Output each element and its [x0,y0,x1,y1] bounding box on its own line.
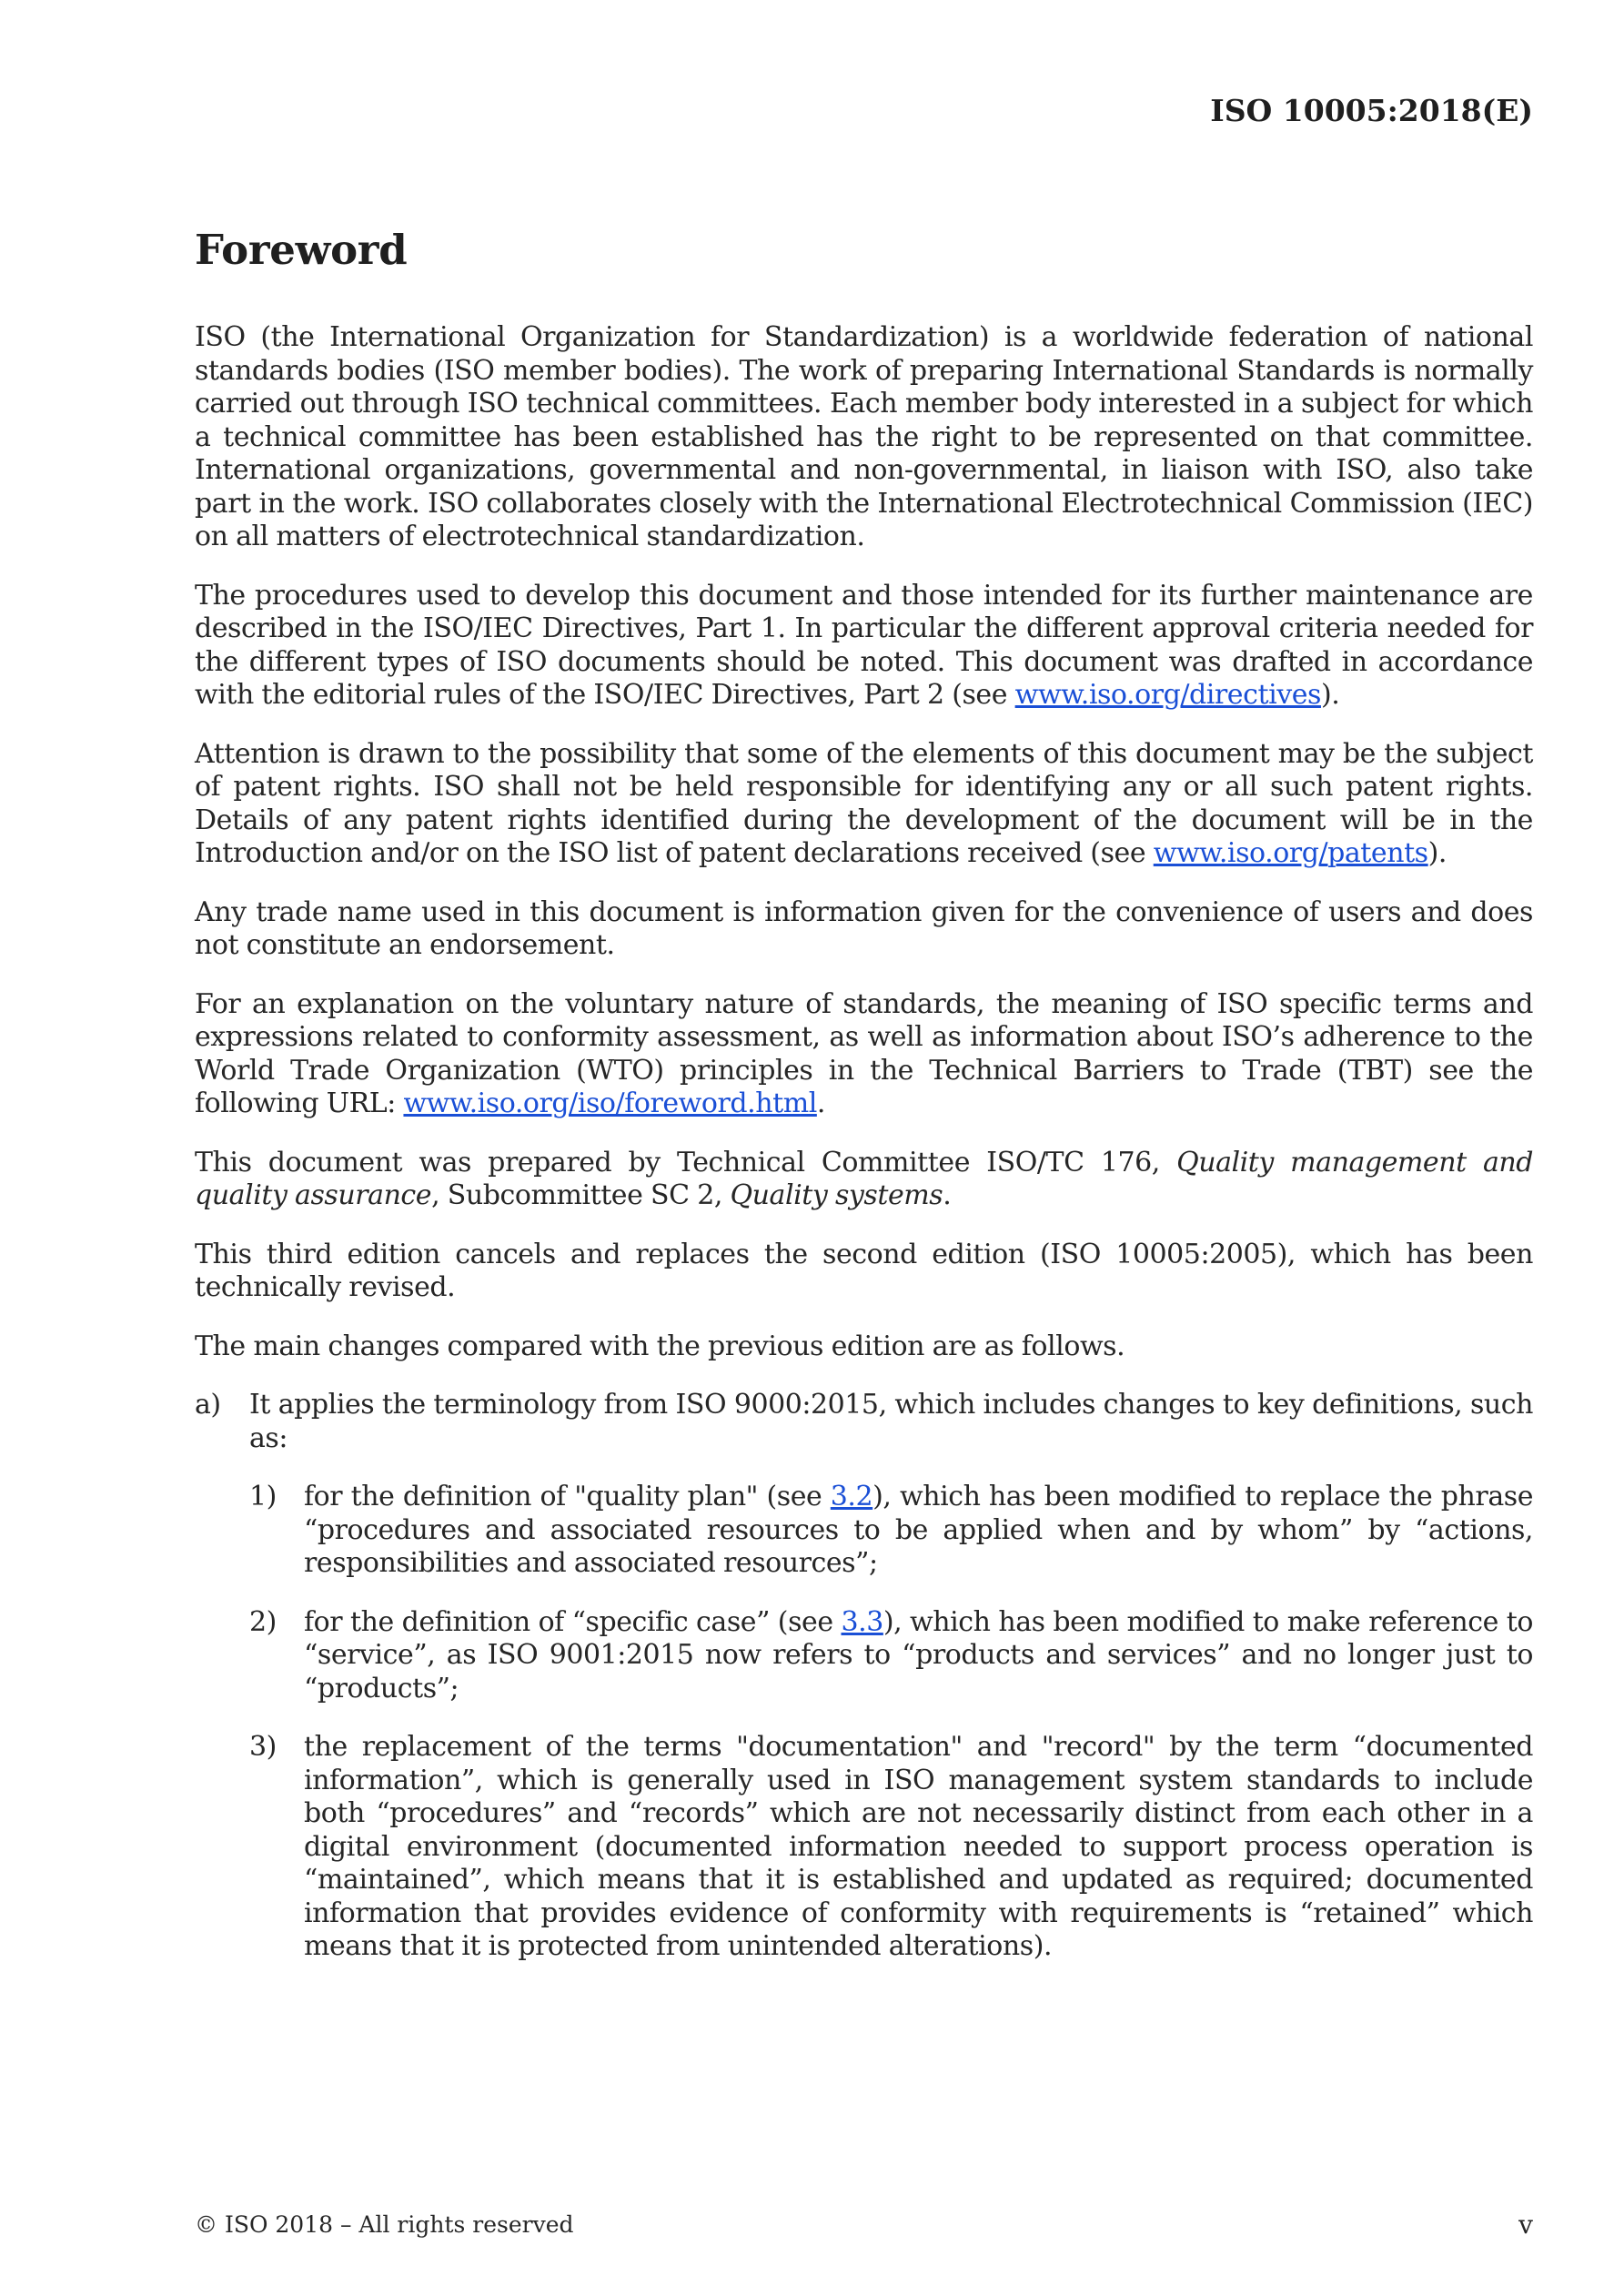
paragraph-procedures: The procedures used to develop this document and those intended for its further maintenance are described in the ISO/IEC Directives, Part 1. In particular the different approval criteria needed for the different types of ISO documents should be noted. This document was drafted in accordance with the editorial rules of the ISO/IEC Directives, Part 2 (see www.iso.org/directives). [195,579,1533,711]
list-item-a [195,1389,1533,1455]
list-item-text: the replacement of the terms "documentation" and "record" by the term “documented information”, which is generally used in ISO management system standards to include both “procedures” and “records” which are not necessarily distinct from each other in a digital environment (documented information needed to support process operation is “maintained”, which means that it is established and updated as required; documented information that provides evidence of conformity with requirements is “retained” which means that it is protected from unintended alterations). [304,1731,1533,1962]
patents-link[interactable]: www.iso.org/patents [1153,837,1428,869]
list-item-text: It applies the terminology from ISO 9000:2015, which includes changes to key definitions, such as: [249,1389,1533,1454]
paragraph-edition: This third edition cancels and replaces the second edition (ISO 10005:2005), which has been technically revised. [195,1238,1533,1303]
paragraph-trade-name: Any trade name used in this document is information given for the convenience of users and does not constitute an endorsement. [195,895,1533,961]
paragraph-voluntary-nature: For an explanation on the voluntary nature of standards, the meaning of ISO specific terms and expressions related to conformity assessment, as well as information about ISO’s adherence to the World Trade Organization (WTO) principles in the Technical Barriers to Trade (TBT) see the following URL: www.iso.org/iso/foreword.html. [195,987,1533,1119]
paragraph-patents: Attention is drawn to the possibility that some of the elements of this document may be the subject of patent rights. ISO shall not be held responsible for identifying any or all such patent rights. Details of any patent rights identified during the development of the document will be in the Introduction and/or on the ISO list of patent declarations received (see www.iso.org/patents). [195,737,1533,869]
list-marker: a) [195,1389,221,1421]
foreword-link[interactable]: www.iso.org/iso/foreword.html [403,1087,817,1119]
clause-3-3-link[interactable]: 3.3 [841,1605,883,1638]
list-marker: 2) [249,1605,277,1638]
list-item-text: for the definition of “specific case” (see 3.3), which has been modified to make reference to “service”, as ISO 9001:2015 now refers to “products and services” and no longer just to “products”; [304,1605,1533,1704]
list-marker: 1) [249,1481,277,1512]
paragraph-committee: This document was prepared by Technical Committee ISO/TC 176, Quality management and quality assurance, Subcommittee SC 2, Quality systems. [195,1146,1534,1211]
document-id: ISO 10005:2018(E) [1210,93,1533,128]
paragraph-main-changes: The main changes compared with the previous edition are as follows. [195,1330,1125,1362]
list-item-3 [249,1731,1533,1964]
list-item-1 [249,1481,1533,1581]
list-item-text: for the definition of "quality plan" (see 3.2), which has been modified to replace the phrase “procedures and associated resources to be applied when and by whom” by “actions, responsibilities and associated resources”; [304,1481,1534,1579]
page-title: Foreword [195,226,408,274]
directives-link[interactable]: www.iso.org/directives [1014,679,1321,711]
list-marker: 3) [249,1731,277,1763]
clause-3-2-link[interactable]: 3.2 [830,1481,873,1512]
list-item-2 [249,1606,1533,1706]
copyright-notice: © ISO 2018 – All rights reserved [195,2211,574,2238]
page-number: v [1518,2210,1533,2240]
document-body [195,226,1533,1989]
paragraph-iso-intro: ISO (the International Organization for Standardization) is a worldwide federation of national standards bodies (ISO member bodies). The work of preparing International Standards is normally carried out through ISO technical committees. Each member body interested in a subject for which a technical committee has been established has the right to be represented on that committee. International organizations, governmental and non-governmental, in liaison with ISO, also take part in the work. ISO collaborates closely with the International Electrotechnical Commission (IEC) on all matters of electrotechnical standardization. [195,321,1533,552]
